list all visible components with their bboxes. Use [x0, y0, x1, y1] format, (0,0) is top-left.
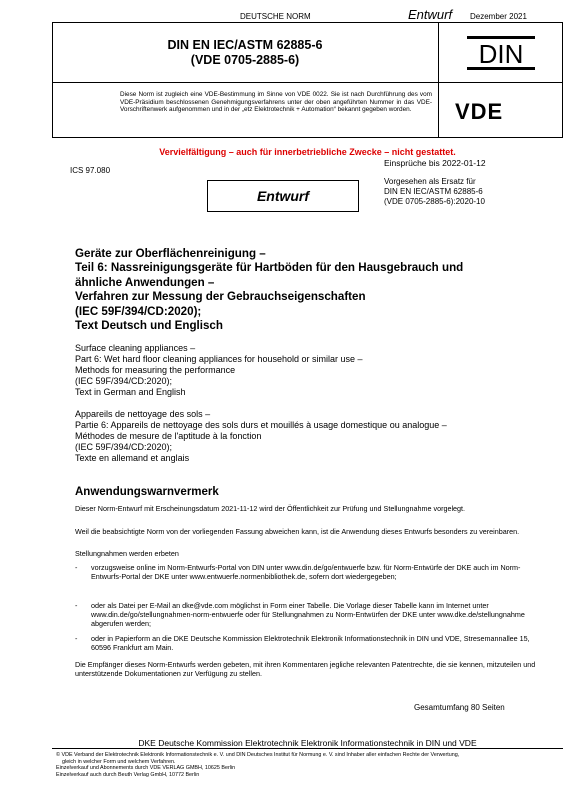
list-dash: - — [75, 601, 78, 610]
copyright-footer — [56, 752, 561, 778]
title-line: Verfahren zur Messung der Gebrauchseigenschaften — [75, 290, 366, 304]
title-line: Methods for measuring the performance — [75, 365, 236, 375]
list-item — [75, 601, 540, 628]
dke-line: DKE Deutsche Kommission Elektrotechnik Elektronik Informationstechnik in DIN und VDE — [138, 738, 477, 748]
vde-logo: VDE — [455, 99, 504, 124]
warning-para: Stellungnahmen werden erbeten — [75, 549, 179, 558]
title-line: Part 6: Wet hard floor cleaning appliances for household or similar use – — [75, 354, 363, 364]
din-logo-text: DIN — [478, 39, 524, 69]
footer-divider — [52, 748, 563, 749]
title-line: Text Deutsch und Englisch — [75, 319, 223, 333]
title-line: ähnliche Anwendungen – — [75, 275, 215, 289]
standard-number-line2: (VDE 0705-2885-6) — [190, 53, 300, 67]
list-item — [75, 563, 540, 581]
title-line: (IEC 59F/394/CD:2020); — [75, 376, 173, 386]
title-line: Surface cleaning appliances – — [75, 343, 196, 353]
issue-date: Dezember 2021 — [470, 12, 527, 21]
ics-code: ICS 97.080 — [70, 166, 111, 175]
norm-label: DEUTSCHE NORM — [240, 12, 311, 21]
list-item-text: oder als Datei per E-Mail an dke@vde.com möglichst in Form einer Tabelle. Die Vorlage dieser Tabelle kann im Internet unter www.din.de/go/stellungnahmen-norm-entwuerfe oder für Stellungnahmen zu Norm-Entwürfen der DKE unter www.dke.de/stellungnahme abgerufen werden; — [91, 601, 525, 628]
title-line: Méthodes de mesure de l'aptitude à la fonction — [75, 431, 262, 441]
title-line: (IEC 59F/394/CD:2020); — [75, 442, 173, 452]
list-item — [75, 634, 540, 652]
list-item-text: vorzugsweise online im Norm-Entwurfs-Portal von DIN unter www.din.de/go/entwuerfe bzw. für Norm-Entwürfe der DKE auch im Norm-Entwurfs-Portal der DKE unter www.entwuerfe.normenbibliothek.de, sofern dort wiedergegeben; — [91, 563, 521, 581]
warning-para: Die Empfänger dieses Norm-Entwurfs werden gebeten, mit ihren Kommentaren jegliche relevanten Patentrechte, die sie kennen, mitzuteilen und unterstützende Dokumentationen zur Verfügung zu stellen. — [75, 660, 536, 678]
warning-heading: Anwendungswarnvermerk — [75, 486, 219, 498]
footer-line: Einzelverkauf auch durch Beuth Verlag GmbH, 10772 Berlin — [56, 771, 200, 778]
title-line: Partie 6: Appareils de nettoyage des sols durs et mouillés à usage domestique ou analogue – — [75, 420, 447, 430]
status-label: Entwurf — [408, 7, 453, 22]
title-german — [75, 247, 545, 333]
title-french — [75, 409, 550, 464]
title-line: Text in German and English — [75, 387, 186, 397]
frame-divider — [438, 22, 439, 138]
replacement-line2: DIN EN IEC/ASTM 62885-6 — [384, 187, 483, 196]
total-pages: Gesamtumfang 80 Seiten — [414, 703, 505, 712]
title-line: Appareils de nettoyage des sols – — [75, 409, 211, 419]
footer-line: © VDE Verband der Elektrotechnik Elektronik Informationstechnik e. V. und DIN Deutsches Institut für Normung e. V. sind Inhaber aller einfachen Rechte der Verwertung, — [56, 752, 460, 758]
replacement-info — [384, 177, 554, 207]
replacement-line1: Vorgesehen als Ersatz für — [384, 177, 476, 186]
list-dash: - — [75, 634, 78, 643]
title-line: Texte en allemand et anglais — [75, 453, 190, 463]
standard-number-line1: DIN EN IEC/ASTM 62885-6 — [167, 38, 323, 52]
title-line: Geräte zur Oberflächenreinigung – — [75, 247, 266, 260]
warning-para: Weil die beabsichtigte Norm von der vorliegenden Fassung abweichen kann, ist die Anwendung dieses Entwurfs besonders zu vereinbaren. — [75, 527, 520, 536]
warning-para: Dieser Norm-Entwurf mit Erscheinungsdatum 2021-11-12 wird der Öffentlichkeit zur Prüfung und Stellungnahme vorgelegt. — [75, 504, 466, 513]
draft-box: Entwurf — [207, 180, 359, 212]
vde-note: Diese Norm ist zugleich eine VDE-Bestimmung im Sinne von VDE 0022. Sie ist nach Durchführung des vom VDE-Präsidium beschlossenen Genehmigungsverfahrens unter der oben angeführten Nummer in das VDE-Vorschriftenwerk aufgenommen und in der „etz Elektrotechnik + Automation“ bekannt gegeben worden. — [120, 91, 432, 114]
title-line: (IEC 59F/394/CD:2020); — [75, 304, 202, 318]
list-dash: - — [75, 563, 78, 572]
footer-line: Einzelverkauf und Abonnements durch VDE VERLAG GMBH, 10625 Berlin — [56, 765, 236, 772]
standard-number — [52, 38, 438, 68]
objection-deadline: Einsprüche bis 2022-01-12 — [384, 158, 486, 168]
replacement-line3: (VDE 0705-2885-6):2020-10 — [384, 197, 485, 206]
title-line: Teil 6: Nassreinigungsgeräte für Hartböden für den Hausgebrauch und — [75, 261, 464, 275]
reproduction-notice: Vervielfältigung – auch für innerbetriebliche Zwecke – nicht gestattet. — [159, 147, 456, 157]
footer-line: gleich in welcher Form und welchem Verfahren. — [62, 758, 176, 765]
din-logo — [467, 36, 535, 70]
list-item-text: oder in Papierform an die DKE Deutsche Kommission Elektrotechnik Elektronik Informationstechnik in DIN und VDE, Stresemannallee 15, 60596 Frankfurt am Main. — [91, 634, 530, 652]
frame-divider — [52, 82, 438, 83]
frame-divider — [438, 82, 563, 83]
title-english — [75, 343, 545, 398]
